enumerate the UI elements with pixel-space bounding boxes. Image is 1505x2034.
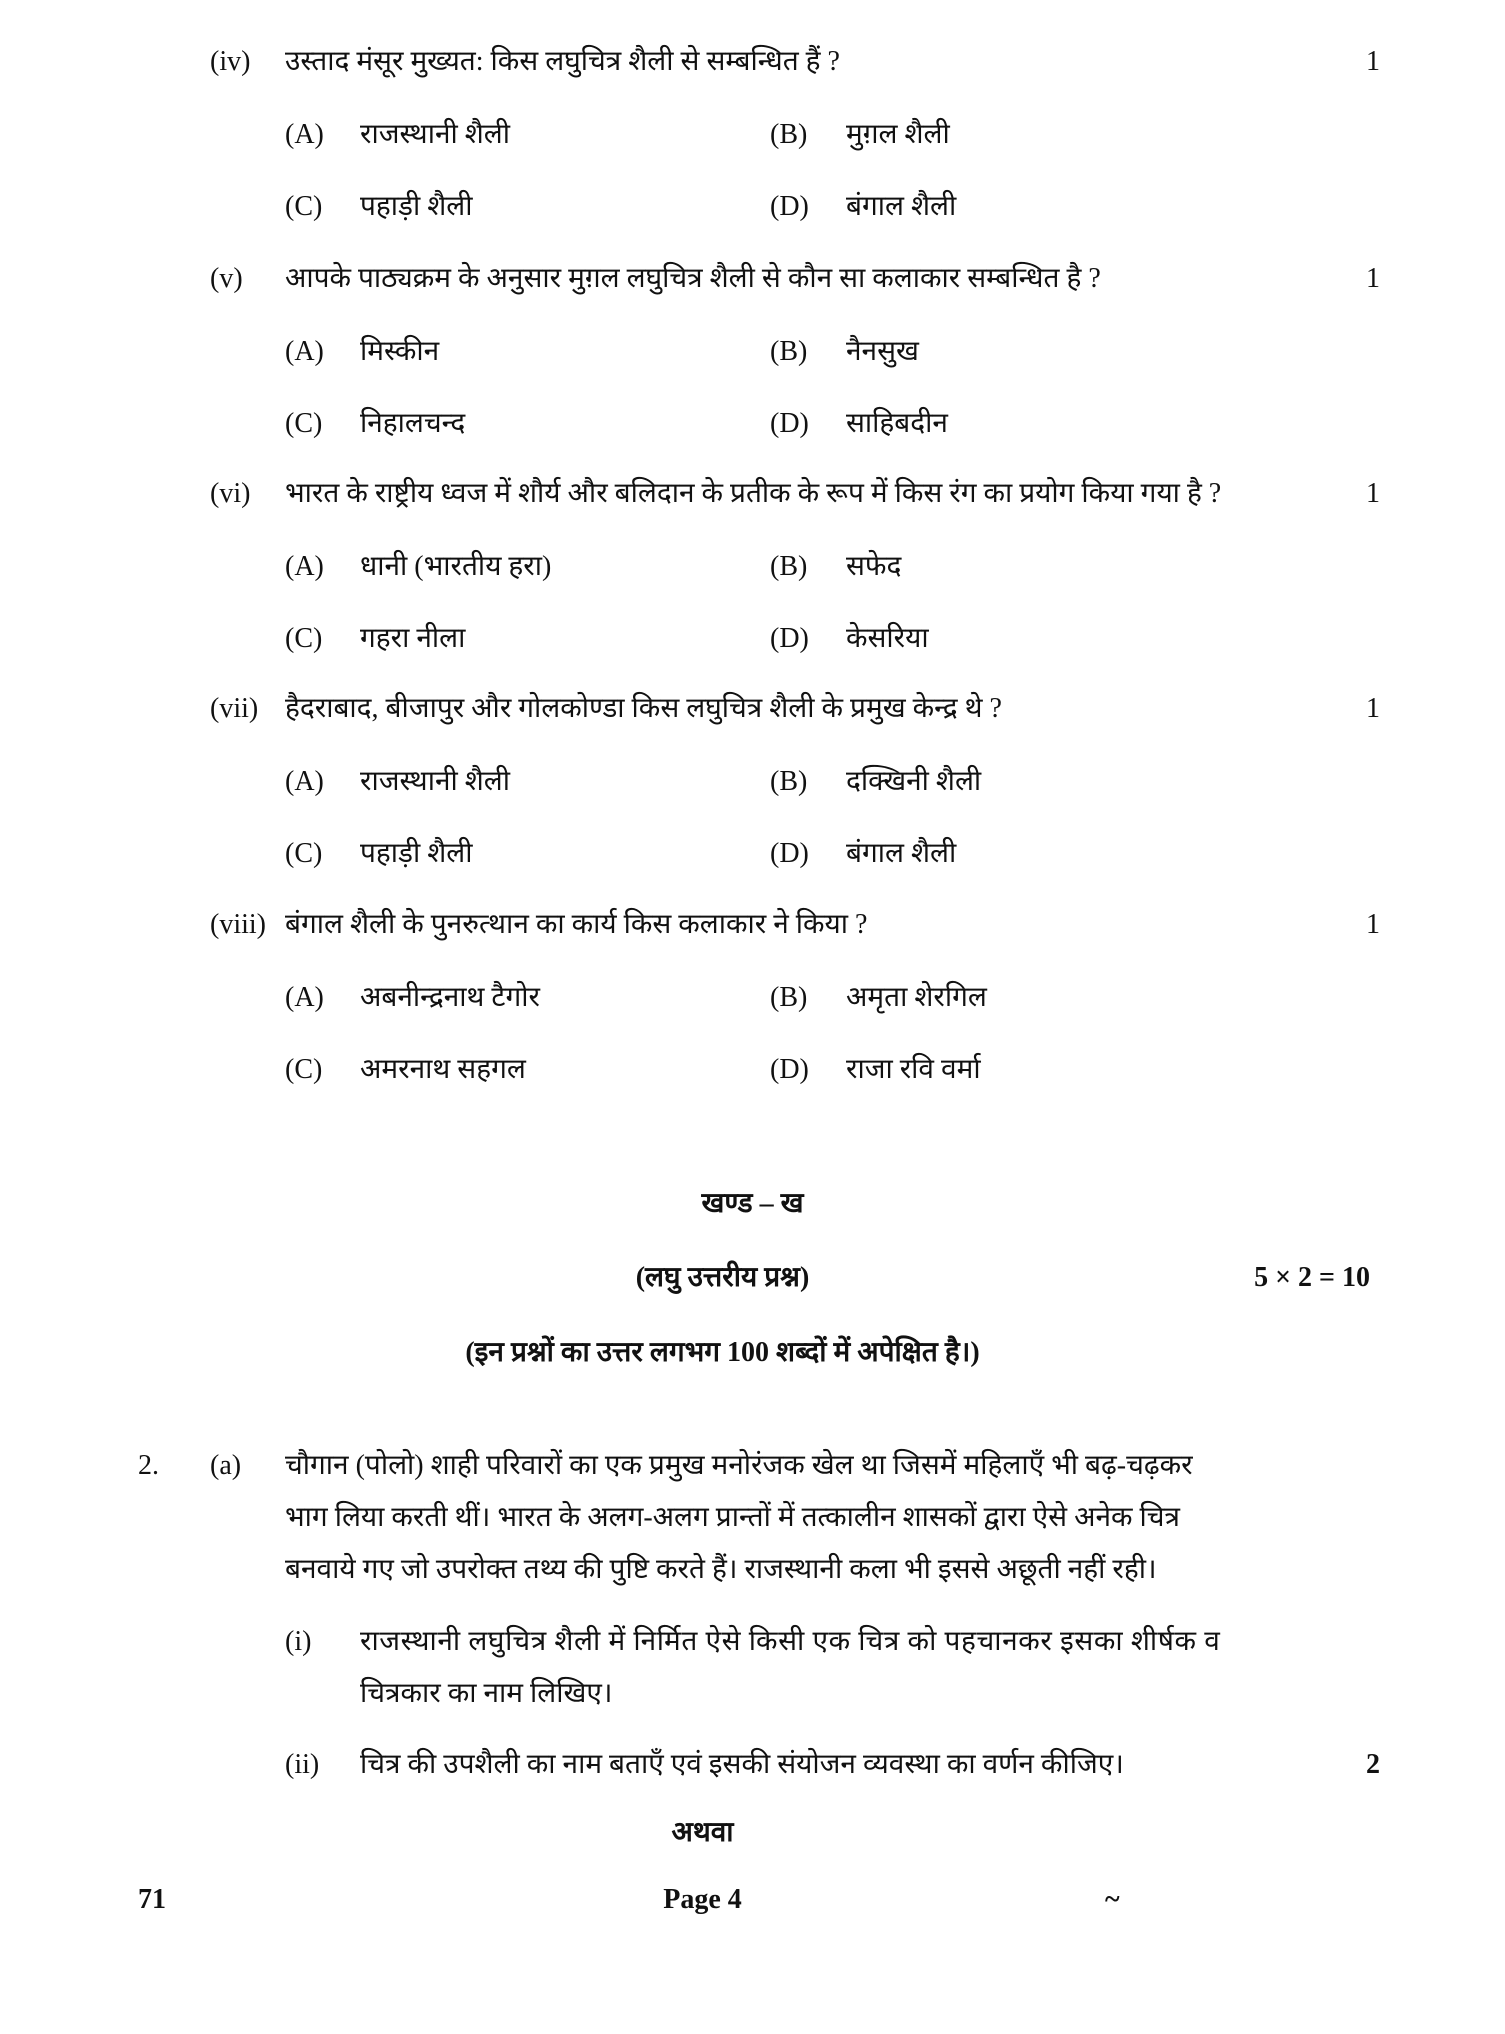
option-label: (C) (285, 191, 323, 222)
option-text: मिस्कीन (360, 336, 440, 367)
question-marks: 1 (1366, 263, 1380, 294)
question-line: चौगान (पोलो) शाही परिवारों का एक प्रमुख मनोरंजक खेल था जिसमें महिलाएँ भी बढ़-चढ़कर (285, 1450, 1193, 1481)
question-line: भाग लिया करती थीं। भारत के अलग-अलग प्रान्तों में तत्कालीन शासकों द्वारा ऐसे अनेक चित्र (285, 1502, 1180, 1533)
question-number: (viii) (210, 909, 266, 940)
question-text: बंगाल शैली के पुनरुत्थान का कार्य किस कलाकार ने किया ? (285, 909, 868, 940)
question-line: बनवाये गए जो उपरोक्त तथ्य की पुष्टि करते हैं। राजस्थानी कला भी इससे अछूती नहीं रही। (285, 1554, 1157, 1585)
question-text: आपके पाठ्यक्रम के अनुसार मुग़ल लघुचित्र शैली से कौन सा कलाकार सम्बन्धित है ? (285, 263, 1101, 294)
footer-page: Page 4 (663, 1884, 742, 1915)
or-label: अथवा (671, 1817, 734, 1848)
subquestion-number: (i) (285, 1626, 312, 1657)
option-text: निहालचन्द (360, 408, 466, 439)
option-label: (D) (770, 1054, 809, 1085)
option-label: (D) (770, 838, 809, 869)
footer-code: 71 (138, 1884, 166, 1915)
subquestion-line: राजस्थानी लघुचित्र शैली में निर्मित ऐसे किसी एक चित्र को पहचानकर इसका शीर्षक व (360, 1626, 1221, 1657)
question-text: भारत के राष्ट्रीय ध्वज में शौर्य और बलिदान के प्रतीक के रूप में किस रंग का प्रयोग किया गया है ? (285, 478, 1222, 509)
section-instruction: (इन प्रश्नों का उत्तर लगभग 100 शब्दों में अपेक्षित है।) (465, 1337, 980, 1368)
question-text: हैदराबाद, बीजापुर और गोलकोण्डा किस लघुचित्र शैली के प्रमुख केन्द्र थे ? (285, 693, 1002, 724)
subquestion-marks: 2 (1366, 1749, 1380, 1780)
option-text: राजा रवि वर्मा (846, 1054, 981, 1085)
question-part: (a) (210, 1450, 242, 1481)
question-number: (vii) (210, 693, 259, 724)
subquestion-line: चित्र की उपशैली का नाम बताएँ एवं इसकी संयोजन व्यवस्था का वर्णन कीजिए। (360, 1749, 1124, 1780)
question-number: (vi) (210, 478, 251, 509)
option-text: धानी (भारतीय हरा) (360, 551, 552, 582)
option-label: (A) (285, 551, 324, 582)
option-text: अमरनाथ सहगल (360, 1054, 526, 1085)
subquestion-number: (ii) (285, 1749, 320, 1780)
option-label: (B) (770, 551, 808, 582)
option-label: (A) (285, 766, 324, 797)
option-label: (D) (770, 191, 809, 222)
option-label: (D) (770, 623, 809, 654)
option-text: बंगाल शैली (846, 838, 957, 869)
footer-mark: ~ (1105, 1884, 1120, 1915)
question-number: 2. (138, 1450, 159, 1481)
option-label: (B) (770, 119, 808, 150)
section-marks: 5 × 2 = 10 (1254, 1262, 1370, 1293)
question-number: (iv) (210, 46, 251, 77)
question-text: उस्ताद मंसूर मुख्यत: किस लघुचित्र शैली से सम्बन्धित हैं ? (285, 46, 840, 77)
option-text: बंगाल शैली (846, 191, 957, 222)
option-text: अबनीन्द्रनाथ टैगोर (360, 982, 540, 1013)
option-text: राजस्थानी शैली (360, 119, 511, 150)
section-subtitle: (लघु उत्तरीय प्रश्न) (635, 1262, 810, 1293)
option-label: (D) (770, 408, 809, 439)
option-text: मुग़ल शैली (846, 119, 950, 150)
option-label: (A) (285, 336, 324, 367)
section-title: खण्ड – ख (701, 1188, 804, 1219)
option-label: (C) (285, 408, 323, 439)
option-label: (A) (285, 119, 324, 150)
option-label: (C) (285, 623, 323, 654)
option-text: सफेद (846, 551, 902, 582)
option-label: (B) (770, 982, 808, 1013)
option-text: राजस्थानी शैली (360, 766, 511, 797)
option-label: (C) (285, 838, 323, 869)
subquestion-line: चित्रकार का नाम लिखिए। (360, 1678, 613, 1709)
question-number: (v) (210, 263, 243, 294)
option-label: (A) (285, 982, 324, 1013)
option-text: पहाड़ी शैली (360, 838, 473, 869)
question-marks: 1 (1366, 46, 1380, 77)
question-marks: 1 (1366, 693, 1380, 724)
option-label: (B) (770, 766, 808, 797)
option-text: नैनसुख (846, 336, 919, 367)
option-text: अमृता शेरगिल (846, 982, 987, 1013)
option-label: (B) (770, 336, 808, 367)
option-text: साहिबदीन (846, 408, 948, 439)
option-label: (C) (285, 1054, 323, 1085)
option-text: केसरिया (846, 623, 929, 654)
question-marks: 1 (1366, 478, 1380, 509)
option-text: दक्खिनी शैली (846, 766, 982, 797)
option-text: गहरा नीला (360, 623, 466, 654)
option-text: पहाड़ी शैली (360, 191, 473, 222)
question-marks: 1 (1366, 909, 1380, 940)
